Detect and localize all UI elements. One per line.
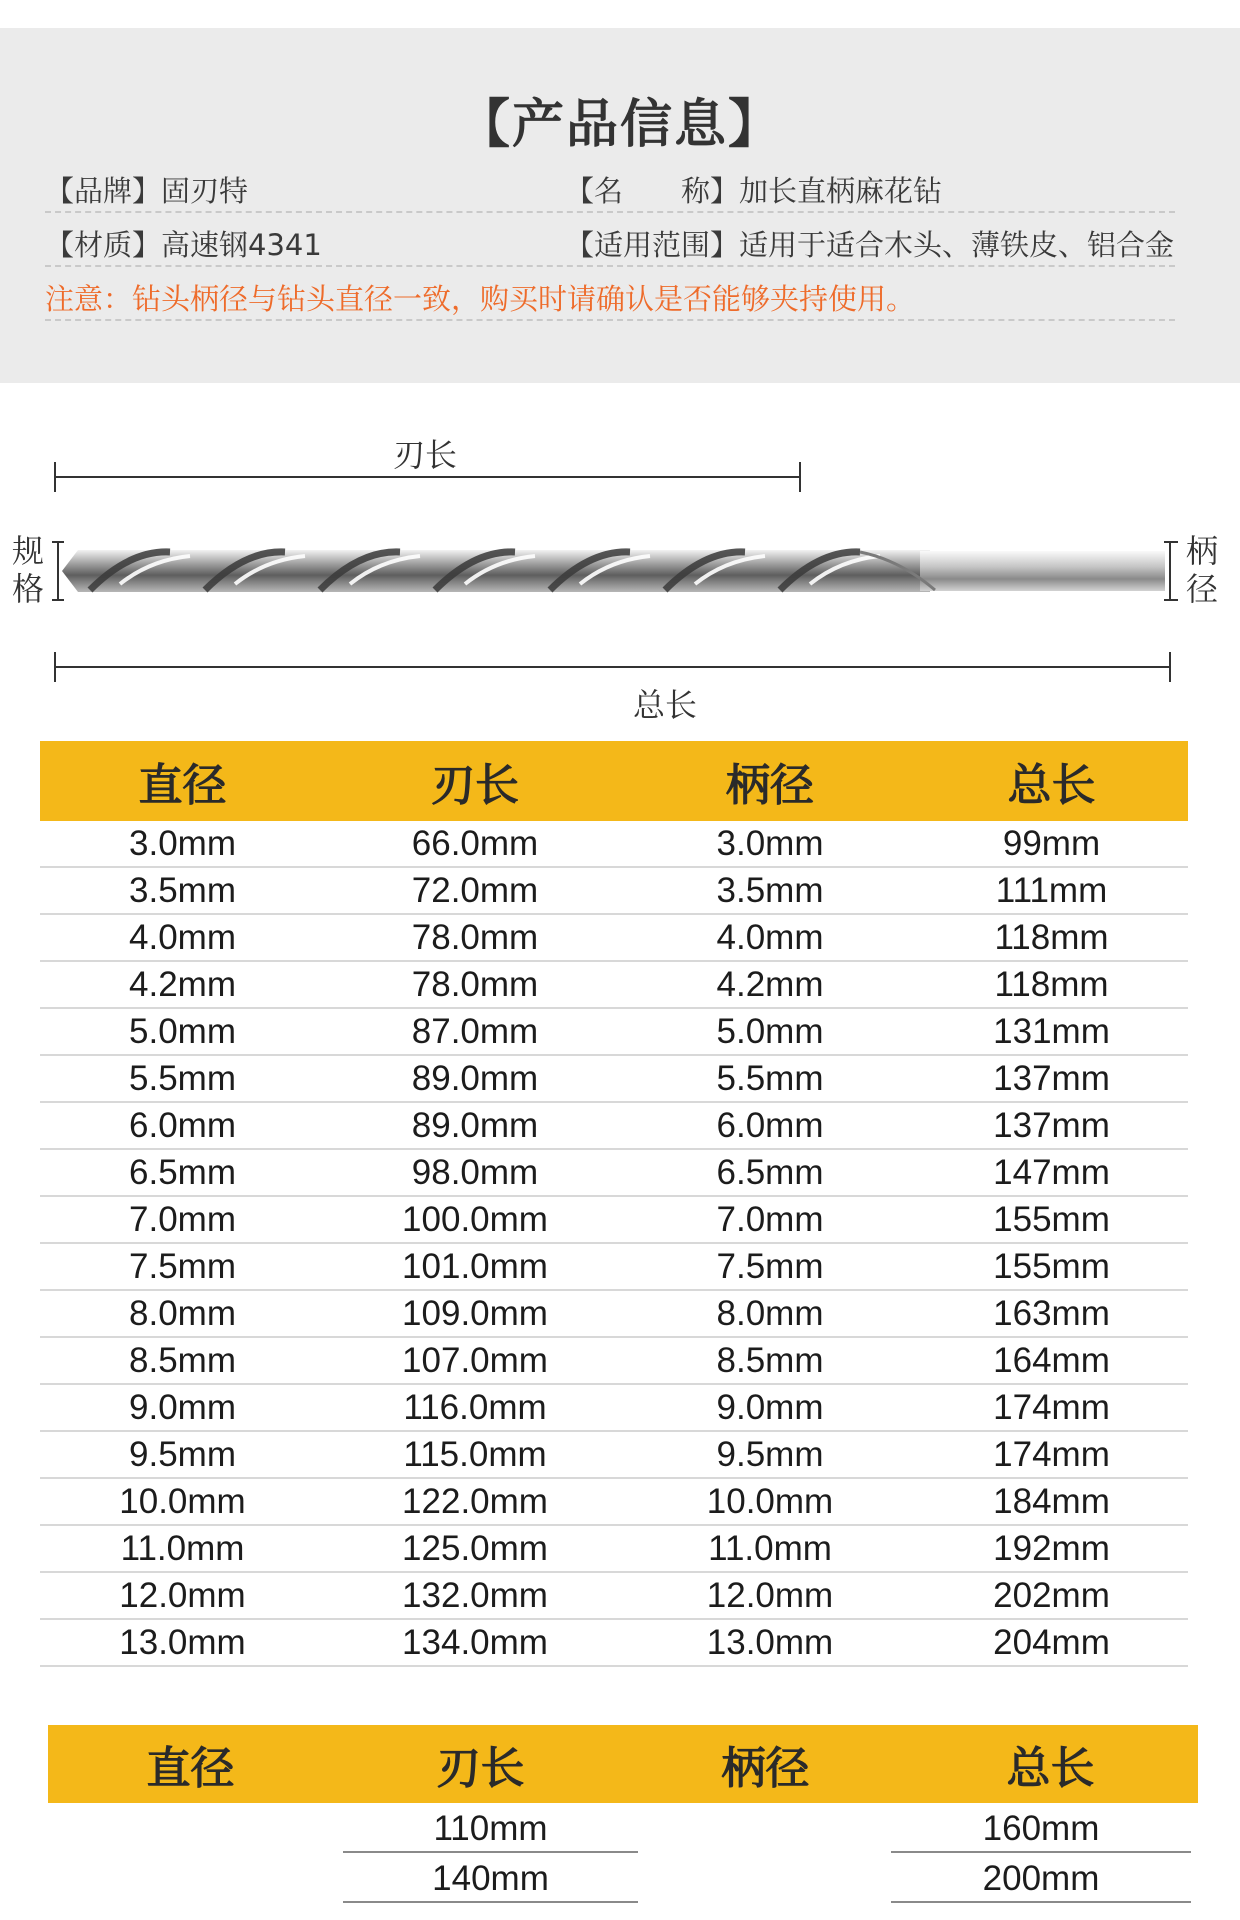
table-cell-shank-diameter: 5.5mm [716,1059,824,1098]
table-cell-total-length: 204mm [993,1623,1110,1662]
info-row-note [45,267,1175,321]
table-row [40,915,1188,962]
table-cell-total-length: 163mm [993,1294,1110,1333]
header-shank-diameter: 柄径 [726,760,814,811]
caution-note: 注意：钻头柄径与钻头直径一致，购买时请确认是否能够夹持使用。 [45,282,916,316]
drill-bit-illustration [0,400,1240,730]
scope-field: 【适用范围】适用于适合木头、薄铁皮、铝合金 [565,228,1175,262]
table-cell-shank-diameter: 7.0mm [716,1200,824,1239]
table-cell-blade-length: 140mm [343,1855,638,1903]
brand-field: 【品牌】固刃特 [45,174,249,208]
table-cell-shank-diameter: 13.0mm [706,1623,834,1662]
table-cell-diameter: 5.5mm [129,1059,236,1098]
table-cell-diameter: 6.5mm [129,1153,236,1192]
table-row [40,1432,1188,1479]
table-row [40,1103,1188,1150]
table-cell-total-length: 147mm [993,1153,1110,1192]
table-cell-total-length: 200mm [891,1855,1191,1903]
table-cell-blade-length: 100.0mm [402,1200,548,1239]
table-cell-total-length: 184mm [993,1482,1110,1521]
table-cell-blade-length: 125.0mm [402,1529,548,1568]
info-row-material-scope [45,213,1175,267]
table-cell-shank-diameter: 10.0mm [706,1482,834,1521]
table-cell-shank-diameter: 4.0mm [716,918,824,957]
table-cell-shank-diameter: 3.0mm [716,824,824,863]
table-cell-diameter: 5.0mm [129,1012,236,1051]
header-total-length: 总长 [1006,1743,1095,1794]
table-cell-total-length: 111mm [995,871,1108,910]
table-cell-total-length: 118mm [994,918,1109,957]
table-cell-diameter: 10.0mm [119,1482,246,1521]
table-cell-diameter: 7.0mm [129,1200,236,1239]
table-cell-shank-diameter: 7.5mm [716,1247,824,1286]
table-cell-blade-length: 107.0mm [402,1341,548,1380]
header-diameter: 直径 [146,1743,235,1794]
info-row-brand-name [45,159,1175,213]
table-row [40,1573,1188,1620]
table-row [40,868,1188,915]
spec-table [40,741,1188,1667]
table-cell-shank-diameter: 9.0mm [716,1388,824,1427]
spec-table-header [40,741,1188,821]
table-cell-shank-diameter: 11.0mm [708,1529,832,1568]
table-cell-blade-length: 78.0mm [411,918,539,957]
table-cell-total-length: 137mm [993,1059,1110,1098]
product-name-field: 【名 称】加长直柄麻花钻 [565,174,943,208]
table-cell-diameter: 7.5mm [129,1247,236,1286]
table-row [40,1197,1188,1244]
product-info-title: 【产品信息】 [457,95,782,155]
table-cell-diameter: 11.0mm [120,1529,245,1568]
table-cell-blade-length: 98.0mm [411,1153,539,1192]
table-cell-shank-diameter: 3.5mm [716,871,824,910]
product-info-panel [0,28,1240,383]
shank-diameter-label: 柄径 [1186,532,1219,608]
long-spec-table [48,1725,1198,1898]
table-cell-shank-diameter: 6.5mm [716,1153,824,1192]
table-row [40,1385,1188,1432]
table-cell-blade-length: 134.0mm [402,1623,548,1662]
table-cell-diameter: 3.5mm [129,871,236,910]
material-field: 【材质】高速钢4341 [45,228,322,262]
table-row [40,1620,1188,1667]
table-row [40,1056,1188,1103]
table-cell-total-length: 174mm [993,1435,1110,1474]
header-blade-length: 刃长 [431,760,519,811]
table-cell-diameter: 13.0mm [119,1623,246,1662]
table-row [40,821,1188,868]
table-row [40,1009,1188,1056]
table-cell-blade-length: 116.0mm [403,1388,547,1427]
header-diameter: 直径 [138,760,227,811]
table-cell-total-length: 118mm [994,965,1109,1004]
table-row [40,1244,1188,1291]
table-cell-diameter: 6.0mm [129,1106,236,1145]
table-cell-blade-length: 132.0mm [402,1576,548,1615]
table-cell-total-length: 164mm [993,1341,1110,1380]
drill-dimension-diagram [0,400,1240,730]
table-cell-shank-diameter: 8.5mm [716,1341,824,1380]
table-cell-shank-diameter: 4.2mm [716,965,824,1004]
table-cell-shank-diameter: 5.0mm [716,1012,824,1051]
header-total-length: 总长 [1007,760,1096,811]
table-cell-blade-length: 89.0mm [411,1059,539,1098]
table-cell-diameter: 4.2mm [129,965,236,1004]
table-cell-diameter: 8.5mm [129,1341,236,1380]
table-cell-diameter: 9.0mm [129,1388,236,1427]
table-cell-total-length: 131mm [993,1012,1110,1051]
table-cell-blade-length: 87.0mm [411,1012,539,1051]
total-length-label: 总长 [633,686,698,724]
table-cell-total-length: 99mm [1002,824,1101,863]
table-cell-total-length: 155mm [993,1200,1110,1239]
table-cell-diameter: 9.5mm [129,1435,236,1474]
table-cell-blade-length: 72.0mm [411,871,539,910]
table-cell-blade-length: 66.0mm [411,824,539,863]
table-cell-blade-length: 89.0mm [411,1106,539,1145]
table-cell-blade-length: 101.0mm [402,1247,548,1286]
table-row [40,962,1188,1009]
table-cell-total-length: 160mm [891,1805,1191,1853]
table-cell-diameter: 8.0mm [129,1294,236,1333]
table-cell-blade-length: 109.0mm [402,1294,548,1333]
spec-table-body [40,821,1188,1667]
table-cell-blade-length: 78.0mm [411,965,539,1004]
table-cell-total-length: 202mm [993,1576,1110,1615]
table-row [40,1338,1188,1385]
table-cell-blade-length: 122.0mm [402,1482,548,1521]
table-row [40,1291,1188,1338]
table-cell-shank-diameter: 6.0mm [716,1106,824,1145]
long-spec-table-header [48,1725,1198,1803]
table-cell-total-length: 174mm [993,1388,1110,1427]
table-cell-total-length: 137mm [993,1106,1110,1145]
table-cell-shank-diameter: 9.5mm [716,1435,824,1474]
table-row [40,1479,1188,1526]
table-cell-diameter: 4.0mm [129,918,236,957]
header-shank-diameter: 柄径 [721,1743,810,1794]
table-cell-diameter: 12.0mm [119,1576,246,1615]
table-cell-blade-length: 110mm [343,1805,638,1853]
table-cell-total-length: 192mm [993,1529,1110,1568]
table-cell-diameter: 3.0mm [129,824,236,863]
table-cell-blade-length: 115.0mm [403,1435,547,1474]
blade-length-label: 刃长 [393,436,458,474]
table-row [40,1150,1188,1197]
table-cell-shank-diameter: 8.0mm [716,1294,824,1333]
spec-label: 规格 [12,532,45,608]
table-cell-total-length: 155mm [993,1247,1110,1286]
table-cell-shank-diameter: 12.0mm [706,1576,834,1615]
table-row [40,1526,1188,1573]
header-blade-length: 刃长 [436,1743,525,1794]
